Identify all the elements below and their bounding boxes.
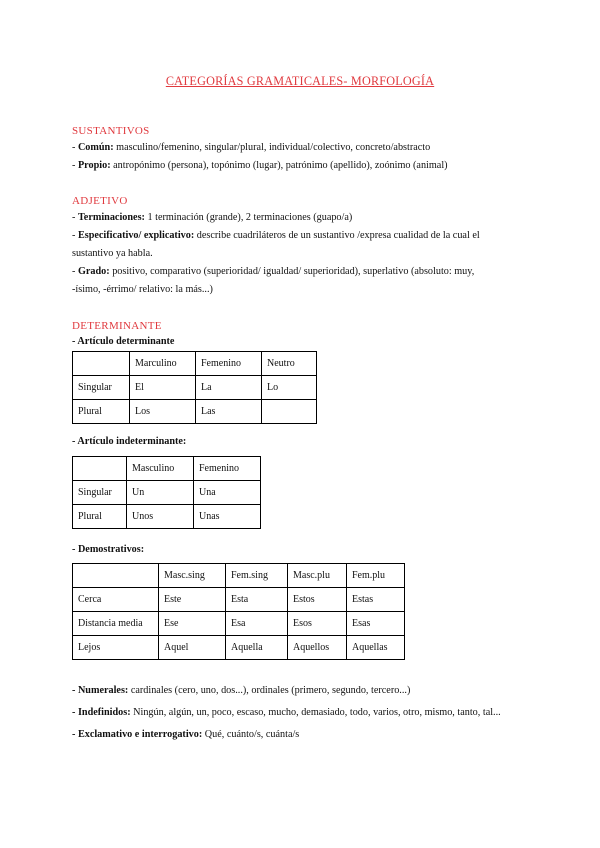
table-cell: Singular <box>73 481 127 505</box>
table-row <box>73 376 317 400</box>
list-item: - Propio: antropónimo (persona), topónimo (lugar), patrónimo (apellido), zoónimo (animal) <box>72 160 448 171</box>
table-cell: Fem.sing <box>226 564 288 588</box>
list-item <box>72 702 542 724</box>
table-cell: Aquel <box>159 636 226 660</box>
table-cell: Un <box>127 481 194 505</box>
item-label: Especificativo/ explicativo: <box>77 230 195 241</box>
table-row <box>73 612 405 636</box>
articulo-determinante-label: - Artículo determinante <box>72 336 175 347</box>
item-label: - Numerales: <box>72 685 129 696</box>
page-title: CATEGORÍAS GRAMATICALES- MORFOLOGÍA <box>165 74 435 88</box>
table-cell: Plural <box>73 505 127 529</box>
table-cell: Esos <box>288 612 347 636</box>
list-item <box>72 680 542 702</box>
item-label: Propio: <box>77 160 111 171</box>
table-cell: Femenino <box>196 352 262 376</box>
table-cell <box>73 457 127 481</box>
section-adjetivo <box>72 193 502 299</box>
table-cell: Este <box>159 588 226 612</box>
table-cell: El <box>130 376 196 400</box>
item-text: Ningún, algún, un, poco, escaso, mucho, demasiado, todo, varios, otro, mismo, tanto, tal... <box>130 707 501 718</box>
table-cell: Lejos <box>73 636 159 660</box>
table-cell: Una <box>194 481 261 505</box>
list-item: - Común: masculino/femenino, singular/plural, individual/colectivo, concreto/abstracto <box>72 142 431 153</box>
list-item: - Especificativo/ explicativo: describe cuadriláteros de un sustantivo /expresa cualidad de la cual el sustantivo ya habla. <box>72 230 480 259</box>
item-label: - Exclamativo e interrogativo: <box>72 729 203 740</box>
table-row <box>73 481 261 505</box>
table-cell: Esas <box>347 612 405 636</box>
table-cell: Aquellos <box>288 636 347 660</box>
list-item: - Grado: positivo, comparativo (superioridad/ igualdad/ superioridad), superlativo (absoluto: muy, -ísimo, -érrimo/ relativo: la más...) <box>72 266 475 295</box>
articulo-determinante-table <box>72 351 317 424</box>
table-header-row <box>73 564 405 588</box>
table-cell: Unos <box>127 505 194 529</box>
item-text: masculino/femenino, singular/plural, individual/colectivo, concreto/abstracto <box>113 142 431 153</box>
section-heading: ADJETIVO <box>72 195 128 207</box>
section-heading: DETERMINANTE <box>72 320 162 332</box>
table-header-row <box>73 352 317 376</box>
table-cell: Masculino <box>127 457 194 481</box>
item-text: positivo, comparativo (superioridad/ igualdad/ superioridad), superlativo (absoluto: muy, -ísimo, -érrimo/ relativo: la más...) <box>72 266 475 295</box>
item-text: Qué, cuánto/s, cuánta/s <box>202 729 300 740</box>
table-row <box>73 588 405 612</box>
item-label: - Indefinidos: <box>72 707 131 718</box>
table-cell: Estos <box>288 588 347 612</box>
other-determinantes <box>72 680 542 746</box>
articulo-indeterminante-label: - Artículo indeterminante: <box>72 436 187 447</box>
item-label: Grado: <box>77 266 110 277</box>
table-cell: Singular <box>73 376 130 400</box>
table-cell <box>73 564 159 588</box>
table-cell: Aquella <box>226 636 288 660</box>
demostrativos-label: - Demostrativos: <box>72 544 145 555</box>
item-label: Común: <box>77 142 114 153</box>
item-text: 1 terminación (grande), 2 terminaciones (guapo/a) <box>144 212 353 223</box>
item-label: Terminaciones: <box>77 212 145 223</box>
table-cell: Estas <box>347 588 405 612</box>
table-cell <box>262 400 317 424</box>
table-cell: Cerca <box>73 588 159 612</box>
section-determinante <box>72 318 532 350</box>
table-row <box>73 636 405 660</box>
table-cell: Ese <box>159 612 226 636</box>
table-cell: Lo <box>262 376 317 400</box>
table-cell: Los <box>130 400 196 424</box>
table-cell: Masc.sing <box>159 564 226 588</box>
table-cell: Esta <box>226 588 288 612</box>
table-cell: Femenino <box>194 457 261 481</box>
table-cell: Fem.plu <box>347 564 405 588</box>
demostrativos-table <box>72 563 405 660</box>
item-text: cardinales (cero, uno, dos...), ordinales (primero, segundo, tercero...) <box>128 685 411 696</box>
table-header-row <box>73 457 261 481</box>
articulo-indeterminante-table <box>72 456 261 529</box>
table-cell: Neutro <box>262 352 317 376</box>
table-cell: Distancia media <box>73 612 159 636</box>
table-cell: Masc.plu <box>288 564 347 588</box>
table-cell: Unas <box>194 505 261 529</box>
table-cell: Plural <box>73 400 130 424</box>
table-cell: Las <box>196 400 262 424</box>
table-row <box>73 505 261 529</box>
table-cell: La <box>196 376 262 400</box>
item-text: describe cuadriláteros de un sustantivo /expresa cualidad de la cual el sustantivo ya habla. <box>72 230 480 259</box>
section-heading: SUSTANTIVOS <box>72 125 150 137</box>
table-row <box>73 400 317 424</box>
list-item <box>72 724 542 746</box>
table-cell: Esa <box>226 612 288 636</box>
item-text: antropónimo (persona), topónimo (lugar), patrónimo (apellido), zoónimo (animal) <box>110 160 448 171</box>
table-cell <box>73 352 130 376</box>
section-sustantivos <box>72 123 532 175</box>
list-item: - Terminaciones: 1 terminación (grande), 2 terminaciones (guapo/a) <box>72 212 353 223</box>
table-cell: Marculino <box>130 352 196 376</box>
table-cell: Aquellas <box>347 636 405 660</box>
